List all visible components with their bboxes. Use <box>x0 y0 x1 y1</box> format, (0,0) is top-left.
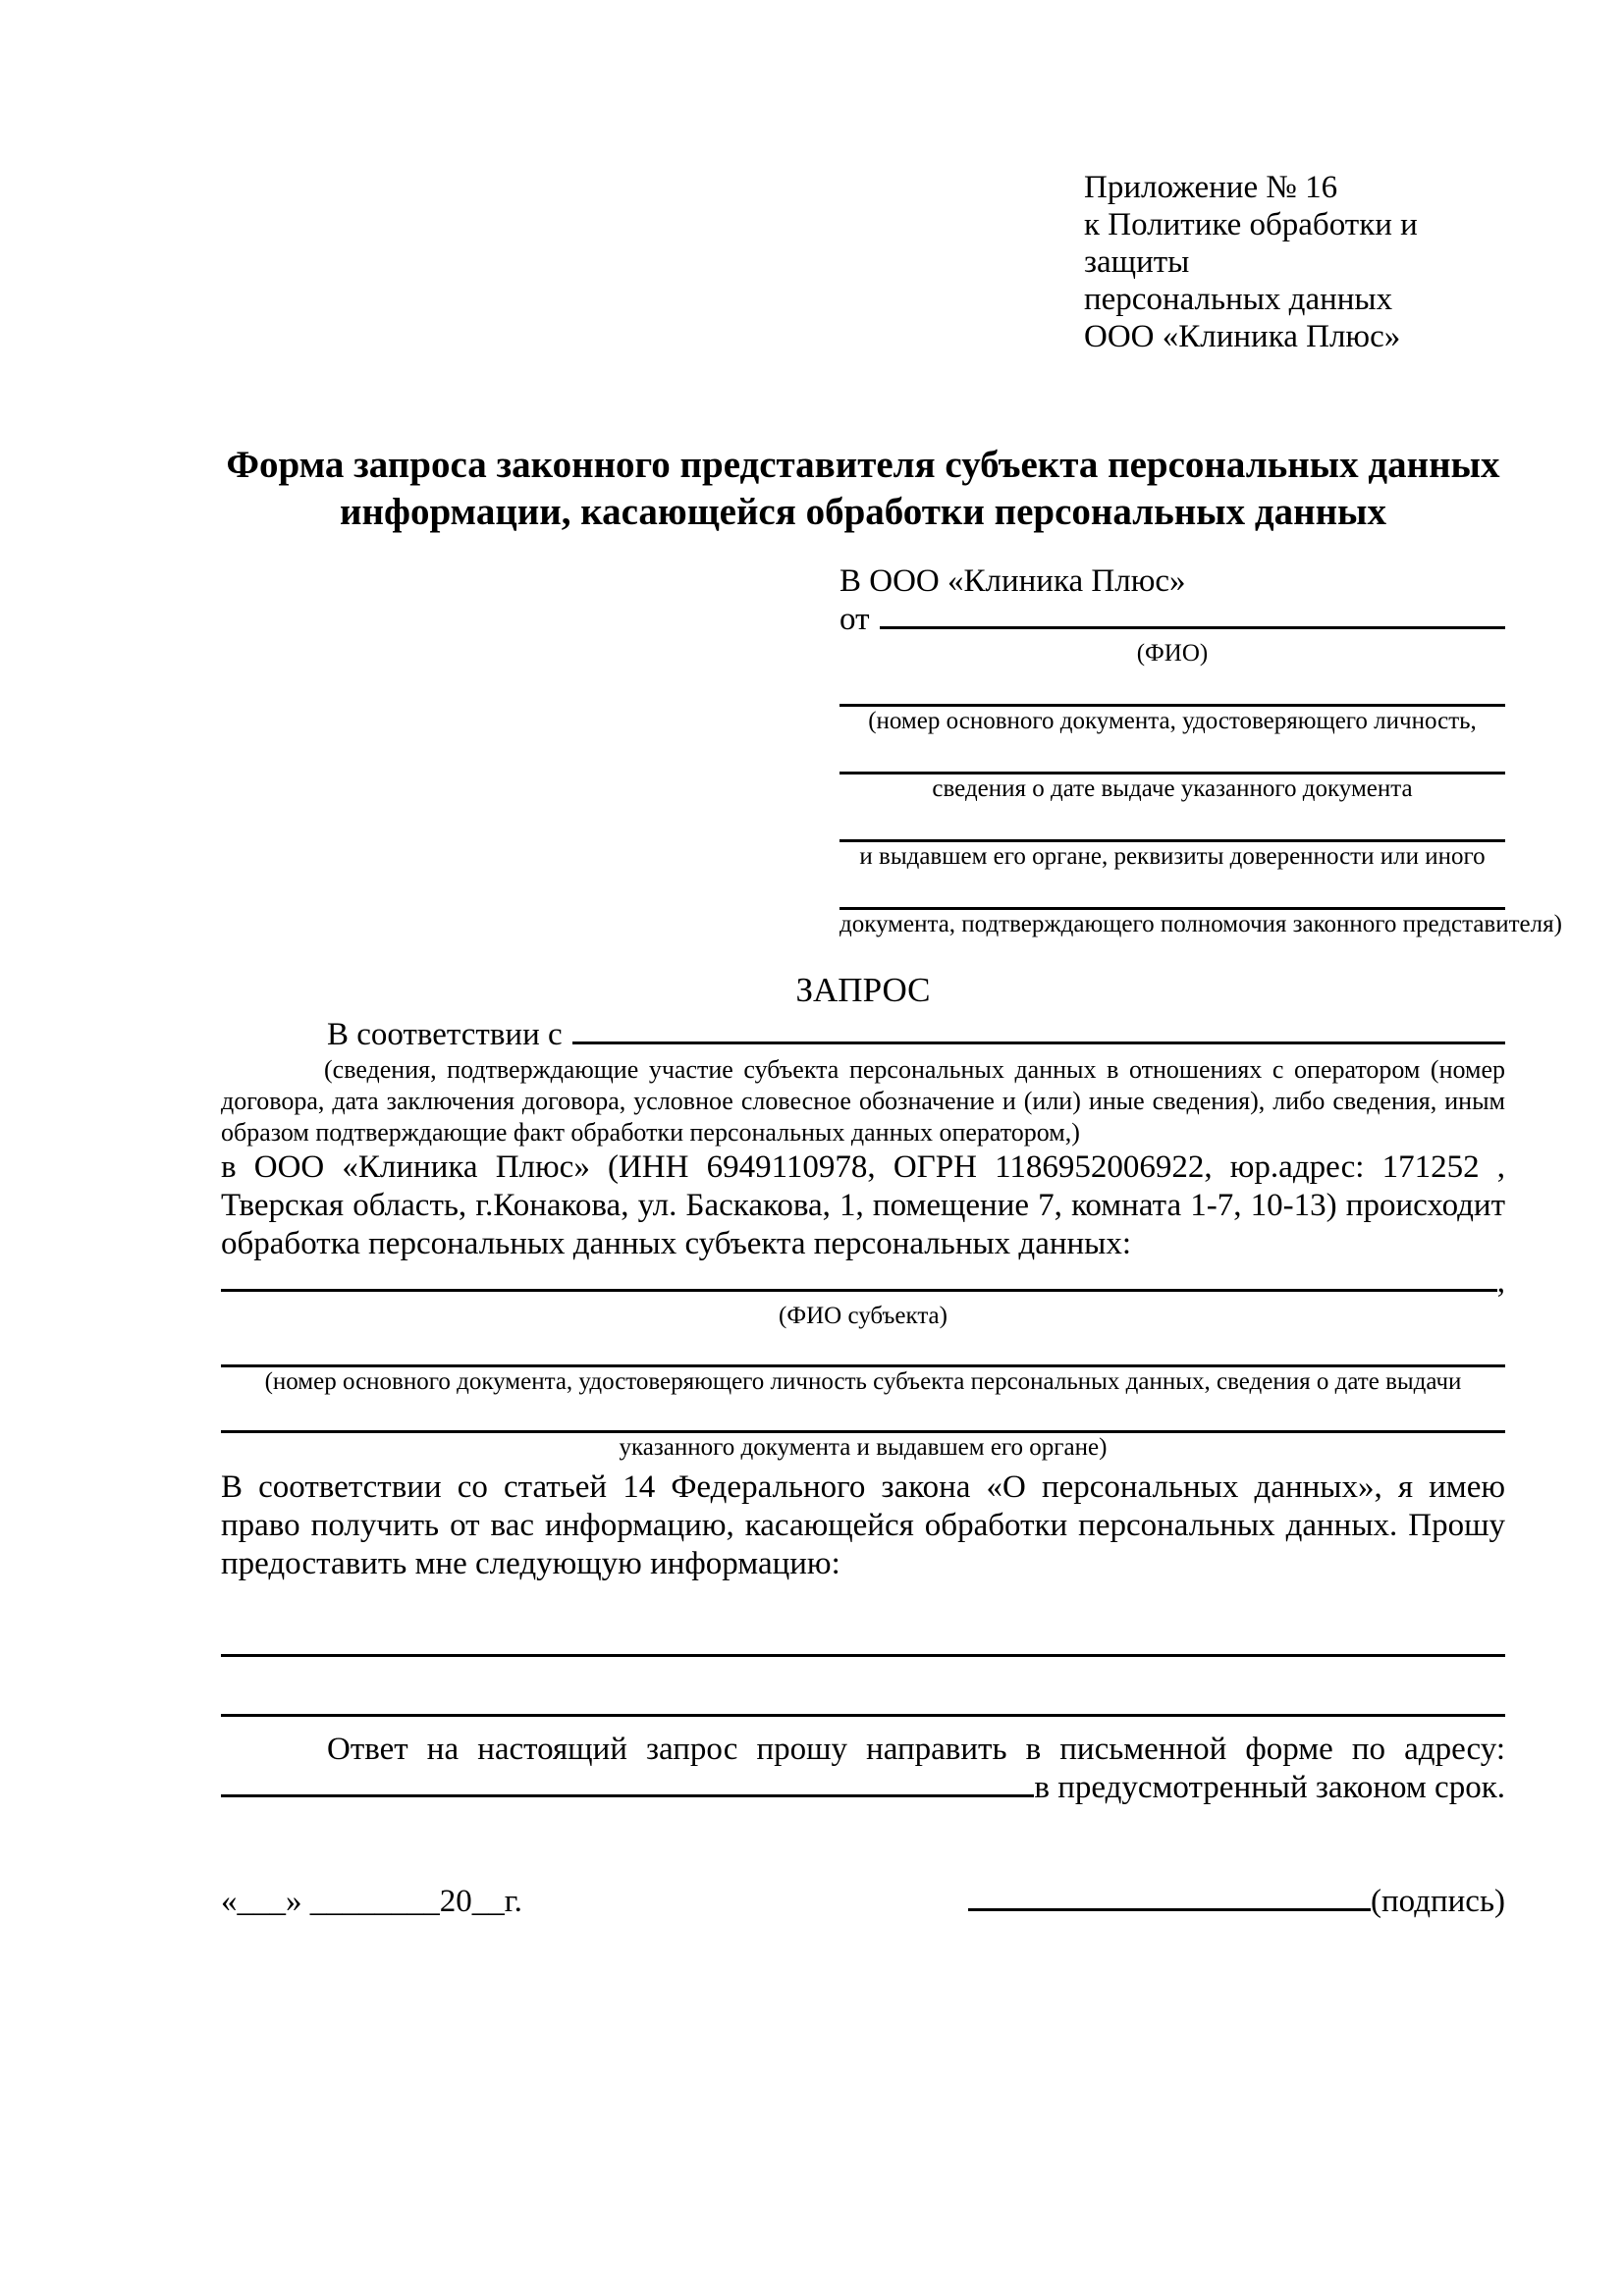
subject-fio-row <box>221 1263 1505 1302</box>
appendix-block <box>1084 169 1505 355</box>
date-line: «___» ________20__г. <box>221 1884 522 1919</box>
doc-field-blank-line <box>839 736 1505 774</box>
from-row <box>839 601 1505 639</box>
subject-doc-blank-line <box>221 1331 1505 1367</box>
reply-address-blank-line <box>221 1793 1034 1797</box>
doc-field-blank-line <box>839 668 1505 707</box>
fio-blank-line <box>880 625 1506 629</box>
request-heading: ЗАПРОС <box>795 971 931 1009</box>
signature-block <box>968 1882 1505 1921</box>
accordance-note: (сведения, подтверждающие участие субъекта персональных данных в отношениях с оператором (номер договора, дата заключения договора, условное словесное обозначение и (или) иные сведения), либо сведения, иным образом подтверждающие факт обработки персональных данных оператором,) <box>221 1055 1505 1147</box>
doc-field-caption: сведения о дате выдаче указанного документа <box>932 775 1413 802</box>
appendix-line: к Политике обработки и защиты <box>1084 207 1418 280</box>
info-blank-line-1 <box>221 1619 1505 1657</box>
footer-row <box>221 1882 1505 1921</box>
reply-address-row <box>221 1769 1505 1807</box>
accordance-blank-line <box>572 1041 1505 1044</box>
fio-caption: (ФИО) <box>1136 640 1209 667</box>
from-label: от <box>839 602 870 637</box>
appendix-line: персональных данных <box>1084 282 1393 317</box>
subject-doc-caption: указанного документа и выдавшем его органе) <box>619 1434 1108 1461</box>
accordance-row <box>221 1016 1505 1054</box>
operator-paragraph: в ООО «Клиника Плюс» (ИНН 6949110978, ОГРН 1186952006922, юр.адрес: 171252 , Тверская область, г.Конакова, ул. Баскакова, 1, помещение 7, комната 1-7, 10-13) происходит обработка персональных данных субъекта персональных данных: <box>221 1149 1505 1261</box>
info-blank-line-2 <box>221 1657 1505 1717</box>
signature-blank-line <box>968 1907 1371 1911</box>
doc-field-row <box>839 736 1505 804</box>
law-paragraph: В соответствии со статьей 14 Федерального закона «О персональных данных», я имею право получить от вас информацию, касающейся обработки персональных данных. Прошу предоставить мне следующую информацию: <box>221 1469 1505 1581</box>
subject-doc-row <box>221 1331 1505 1397</box>
form-title <box>221 442 1505 536</box>
reply-paragraph: Ответ на настоящий запрос прошу направить в письменной форме по адресу: <box>327 1732 1505 1767</box>
doc-field-blank-line <box>839 804 1505 842</box>
addressee-to: В ООО «Клиника Плюс» <box>839 563 1186 599</box>
subject-doc-blank-line <box>221 1397 1505 1433</box>
accordance-label: В соответствии с <box>327 1017 563 1052</box>
doc-field-row <box>839 804 1505 872</box>
doc-field-blank-line <box>839 872 1505 910</box>
form-title-line-2: информации, касающейся обработки персональных данных <box>340 491 1386 533</box>
appendix-line: Приложение № 16 <box>1084 170 1338 205</box>
reply-tail: в предусмотренный законом срок. <box>1034 1770 1505 1805</box>
subject-doc-row <box>221 1397 1505 1463</box>
doc-field-row <box>839 872 1562 939</box>
appendix-line: ООО «Клиника Плюс» <box>1084 319 1401 354</box>
subject-doc-caption: (номер основного документа, удостоверяющего личность субъекта персональных данных, сведения о дате выдачи <box>264 1368 1462 1395</box>
doc-field-caption: (номер основного документа, удостоверяющего личность, <box>868 708 1477 734</box>
subject-fio-caption: (ФИО субъекта) <box>779 1303 947 1329</box>
addressee-block <box>839 561 1562 939</box>
doc-field-caption: документа, подтверждающего полномочия законного представителя) <box>839 911 1562 937</box>
trailing-comma: , <box>1496 1264 1505 1300</box>
signature-caption: (подпись) <box>1371 1884 1505 1919</box>
doc-field-row <box>839 668 1505 736</box>
doc-field-caption: и выдавшем его органе, реквизиты доверенности или иного <box>859 843 1486 870</box>
form-title-line-1: Форма запроса законного представителя субъекта персональных данных <box>226 444 1500 486</box>
subject-fio-blank-line <box>221 1288 1497 1292</box>
